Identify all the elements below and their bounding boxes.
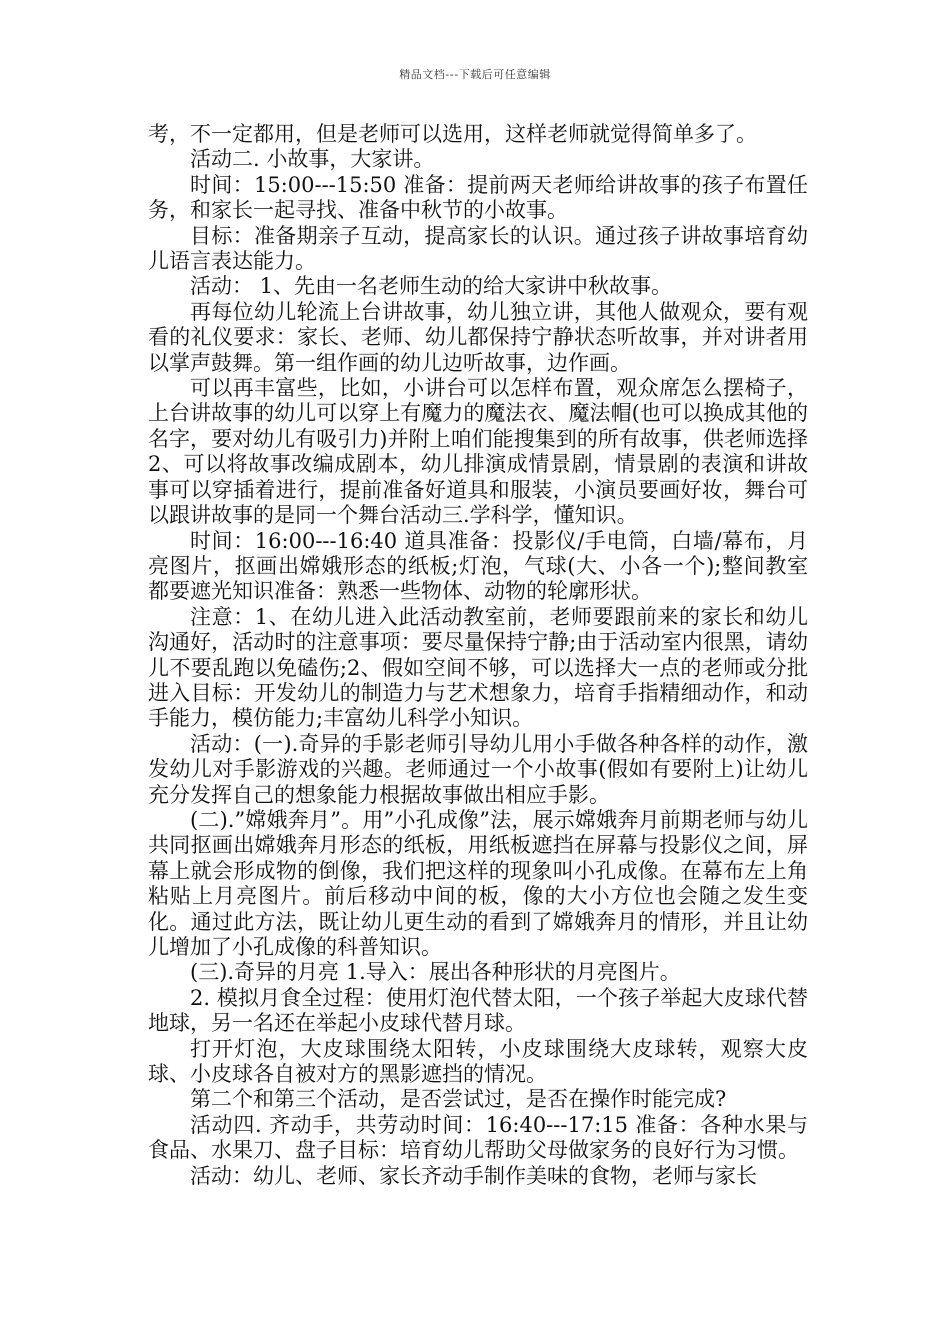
paragraph: 2. 模拟月食全过程：使用灯泡代替太阳，一个孩子举起大皮球代替地球，另一名还在举起小皮球代替月球。 bbox=[148, 985, 808, 1036]
paragraph: (二).”嫦娥奔月”。用”小孔成像”法，展示嫦娥奔月前期老师与幼儿共同抠画出嫦娥奔月形态的纸板，用纸板遮挡在屏幕与投影仪之间，屏幕上就会形成物的倒像，我们把这样的现象叫小孔成像。在幕布左上角粘贴上月亮图片。前后移动中间的板，像的大小方位也会随之发生变化。通过此方法，既让幼儿更生动的看到了嫦娥奔月的情形，并且让幼儿增加了小孔成像的科普知识。 bbox=[148, 807, 808, 959]
paragraph: 活动二. 小故事，大家讲。 bbox=[190, 147, 435, 172]
document-body bbox=[148, 122, 808, 1189]
paragraph: 活动四. 齐动手，共劳动时间：16:40---17:15 准备：各种水果与食品、水果刀、盘子目标：培育幼儿帮助父母做家务的良好行为习惯。 bbox=[148, 1112, 808, 1163]
paragraph: 注意：1、在幼儿进入此活动教室前，老师要跟前来的家长和幼儿沟通好，活动时的注意事项：要尽量保持宁静;由于活动室内很黑，请幼儿不要乱跑以免磕伤;2、假如空间不够，可以选择大一点的老师或分批进入目标：开发幼儿的制造力与艺术想象力，培育手指精细动作，和动手能力，模仿能力;丰富幼儿科学小知识。 bbox=[148, 604, 808, 731]
paragraph: 活动：(一).奇异的手影老师引导幼儿用小手做各种各样的动作，激发幼儿对手影游戏的兴趣。老师通过一个小故事(假如有要附上)让幼儿充分发挥自己的想象能力根据故事做出相应手影。 bbox=[148, 731, 808, 807]
paragraph: 活动：幼儿、老师、家长齐动手制作美味的食物，老师与家长 bbox=[190, 1163, 757, 1188]
paragraph: 第二个和第三个活动，是否尝试过，是否在操作时能完成? bbox=[190, 1087, 727, 1112]
paragraph: (三).奇异的月亮 1.导入：展出各种形状的月亮图片。 bbox=[190, 960, 681, 985]
paragraph: 时间：15:00---15:50 准备：提前两天老师给讲故事的孩子布置任务，和家长一起寻找、准备中秋节的小故事。 bbox=[148, 172, 808, 223]
paragraph: 活动： 1、先由一名老师生动的给大家讲中秋故事。 bbox=[190, 274, 673, 299]
page-header: 精品文档---下载后可任意编辑 bbox=[399, 68, 551, 81]
paragraph: 时间：16:00---16:40 道具准备：投影仪/手电筒，白墙/幕布，月亮图片，抠画出嫦娥形态的纸板;灯泡，气球(大、小各一个);整间教室都要遮光知识准备：熟悉一些物体、动物的轮廓形状。 bbox=[148, 528, 808, 604]
paragraph: 再每位幼儿轮流上台讲故事，幼儿独立讲，其他人做观众，要有观看的礼仪要求：家长、老师、幼儿都保持宁静状态听故事，并对讲者用以掌声鼓舞。第一组作画的幼儿边听故事，边作画。 bbox=[148, 299, 808, 375]
paragraph: 考，不一定都用，但是老师可以选用，这样老师就觉得简单多了。 bbox=[148, 122, 757, 146]
paragraph: 打开灯泡，大皮球围绕太阳转，小皮球围绕大皮球转，观察大皮球、小皮球各自被对方的黑影遮挡的情况。 bbox=[148, 1036, 808, 1087]
paragraph: 可以再丰富些，比如，小讲台可以怎样布置，观众席怎么摆椅子，上台讲故事的幼儿可以穿上有魔力的魔法衣、魔法帽(也可以换成其他的名字，要对幼儿有吸引力)并附上咱们能搜集到的所有故事，供老师选择 2、可以将故事改编成剧本，幼儿排演成情景剧，情景剧的表演和讲故事可以穿插着进行，提前准备好道具和服装，小演员要画好妆，舞台可以跟讲故事的是同一个舞台活动三.学科学，懂知识。 bbox=[148, 376, 808, 528]
paragraph: 目标：准备期亲子互动，提高家长的认识。通过孩子讲故事培育幼儿语言表达能力。 bbox=[148, 223, 808, 274]
